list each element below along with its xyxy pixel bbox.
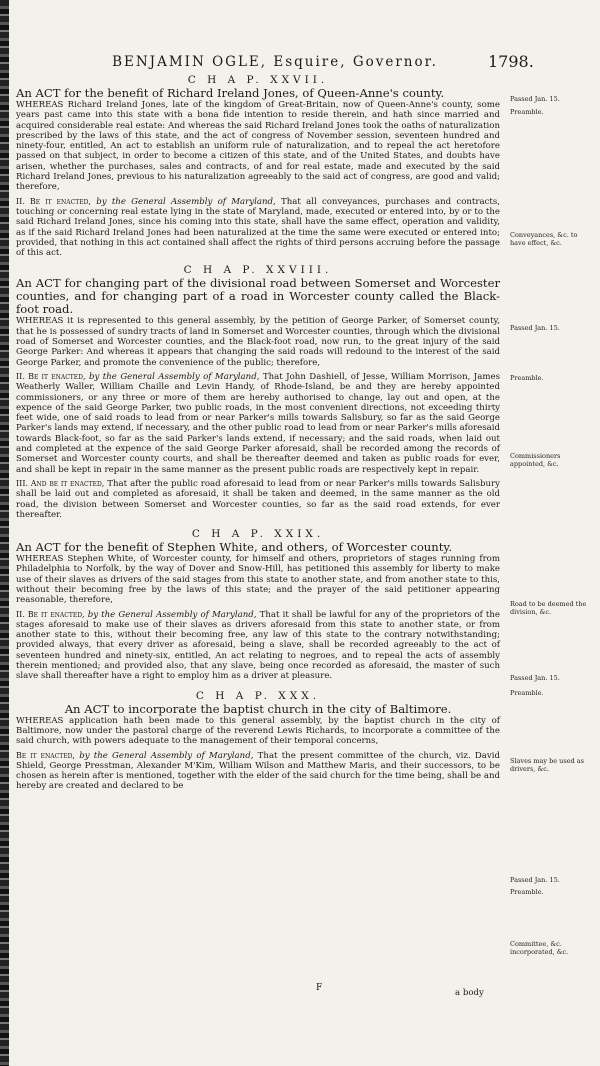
- page-number: 1798.: [488, 52, 534, 71]
- enacting-authority: by the General Assembly of Maryland,: [89, 371, 260, 382]
- section-lead: Be it enacted,: [16, 750, 75, 760]
- signature-mark: F: [316, 983, 323, 993]
- chapter-heading: C H A P. XXVII.: [187, 74, 329, 86]
- margin-note-passed: Passed Jan. 15.: [510, 674, 560, 682]
- section-lead: II. Be it enacted,: [16, 196, 91, 206]
- section-lead: II. Be it enacted,: [16, 609, 85, 619]
- enacting-authority: by the General Assembly of Maryland,: [79, 750, 254, 761]
- catchword: a body: [455, 988, 484, 998]
- section-text: That John Dashiell, of Jesse, William Morrison, James Weatherly Waller, William Chaille and Levin Handy, of Rhode-Island, be and they are hereby appointed commissioners, or any three or more of them are hereby authorised to change, lay out and open, at the expence of the said George Parker, two public roads, in the most convenient directions, not exceeding thirty feet wide, one of said roads to lead from or near Parker's mills towards Salisbury, so far as the said George Parker's lands may extend, if necessary, and the other public road to lead from or near Parker's mills aforesaid towards Black-foot, so far as the said Parker's lands extend, if necessary; and the said roads, when laid out and completed at the expence of the said George Parker aforesaid, shall be recorded among the records of Somerset and Worcester county courts, and shall be thereafter deemed and taken as public roads for ever, and shall be kept in repair in the same manner as the present public roads are respectively kept in repair.: [16, 371, 501, 475]
- section-3: [16, 479, 500, 520]
- act-title: An ACT to incorporate the baptist church in the city of Baltimore.: [64, 701, 452, 716]
- preamble: WHEREAS Stephen White, of Worcester county, for himself and others, proprietors of stages running from Philadelphia to Norfolk, by the way of Dover and Snow-Hill, has petitioned this assembly for liberty to make use of their slaves as drivers of the said stages from this state to another state, and from another state to this, without their becoming free by the laws of this state; and the prayer of the said petitioner appearing reasonable, therefore,: [16, 554, 500, 606]
- section-lead: II. Be it enacted,: [16, 371, 86, 381]
- preamble: WHEREAS application hath been made to this general assembly, by the baptist church in the city of Baltimore, now under the pastoral charge of the reverend Lewis Richards, to incorporate a committee of the said church, with powers adequate to the management of their temporal concerns,: [16, 715, 500, 747]
- margin-note-passed: Passed Jan. 15.: [510, 876, 560, 884]
- section-2: [16, 372, 500, 475]
- act-title: An ACT for changing part of the divisional road between Somerset and Worcester counties, and for changing part of a road in Worcester county called the Black-foot road.: [16, 276, 500, 317]
- margin-note-side: Road to be deemed the division, &c.: [510, 600, 587, 616]
- margin-note-passed: Passed Jan. 15.: [510, 324, 560, 332]
- margin-note-preamble: Preamble.: [510, 108, 544, 116]
- section-2: [16, 197, 500, 259]
- chapter-heading: C H A P. XXX.: [195, 689, 321, 702]
- enacting-authority: by the General Assembly of Maryland,: [96, 196, 276, 207]
- section-text: That the present committee of the church, viz. David Shield, George Presstman, Alexander M'Kim, William Wilson and Matthew Maris, and their successors, to be chosen as herein after is mentioned, together with the elder of the said church for the time being, shall be and hereby are created and declared to be: [16, 750, 501, 792]
- margin-note-side: Committee, &c. incorporated, &c.: [510, 940, 569, 956]
- running-head: BENJAMIN OGLE, Esquire, Governor.: [112, 54, 438, 70]
- margin-note-preamble: Preamble.: [510, 888, 544, 896]
- preamble: WHEREAS Richard Ireland Jones, late of the kingdom of Great-Britain, now of Queen-Anne's county, some years past came into this state with a bona fide intention to reside therein, and hath since married and acquired considerable real estate: And whereas the said Richard Ireland Jones took the oaths of naturalization prescribed by the laws of this state, and the act of congress of November session, seventeen hundred and ninety-four, entitled, An act to establish an uniform rule of naturalization, and to repeal the act heretofore passed on that subject, in order to become a citizen of this state, and of the United States, and doubts have arisen, whether the purchases, sales and contracts, of and for real estate, made and executed by the said Richard Ireland Jones, previous to his naturalization agreeably to the said act of congress, are good and valid; therefore,: [16, 100, 500, 193]
- page-header: [0, 54, 600, 74]
- page-body: [16, 74, 500, 792]
- preamble: WHEREAS it is represented to this general assembly, by the petition of George Parker, of Somerset county, that he is possessed of sundry tracts of land in Somerset and Worcester counties, through which the divisional road of Somerset and Worcester counties, and the Black-foot road, now run, to the great injury of the said George Parker: And whereas it appears that changing the said roads will redound to the interest of the said George Parker, and promote the convenience of the public; therefore,: [16, 316, 500, 368]
- margin-note-preamble: Preamble.: [510, 689, 544, 697]
- section-text: That after the public road aforesaid to lead from or near Parker's mills towards Salisbury shall be laid out and completed as aforesaid, it shall be taken and deemed, in the same manner as the old road, the division between Somerset and Worcester counties, so far as the said road extends, for ever thereafter.: [16, 478, 501, 520]
- margin-note-side: Slaves may be used as drivers, &c.: [510, 757, 584, 773]
- binding-edge: [0, 0, 9, 1066]
- act-title: An ACT for the benefit of Stephen White, and others, of Worcester county.: [16, 540, 453, 555]
- act-title: An ACT for the benefit of Richard Ireland Jones, of Queen-Anne's county.: [16, 86, 445, 100]
- section-text: That it shall be lawful for any of the proprietors of the stages aforesaid to make use of their slaves as drivers aforesaid from this state to another state, or from another state to this, without their becoming free, any law of this state to the contrary notwithstanding; provided always, that every driver as aforesaid, being a slave, shall be recorded agreeably to the act of seventeen hundred and ninety-six, entitled, An act relating to negroes, and to repeal the acts of assembly therein mentioned; and provided also, that any slave, being once recorded as aforesaid, the master of such slave shall thereafter have a right to employ him as a driver at pleasure.: [16, 609, 501, 682]
- margin-note-side: Conveyances, &c. to have effect, &c.: [510, 231, 578, 247]
- margin-note-side: Commissioners appointed, &c.: [510, 452, 561, 468]
- chapter-heading: C H A P. XXVIII.: [183, 264, 333, 277]
- section-lead: III. And be it enacted,: [16, 478, 105, 488]
- chapter-heading: C H A P. XXIX.: [191, 528, 325, 541]
- margin-note-passed: Passed Jan. 15.: [510, 95, 560, 103]
- section-2: [16, 610, 500, 682]
- section-text: That all conveyances, purchases and contracts, touching or concerning real estate lying in the state of Maryland, made, executed or entered into, by or to the said Richard Ireland Jones, since his coming into this state, shall have the same effect, operation and validity, as if the said Richard Ireland Jones had been naturalized at the time the same were executed or entered into; provided, that nothing in this act contained shall affect the rights of third persons accruing before the passage of this act.: [16, 196, 501, 259]
- section-2: [16, 751, 500, 792]
- enacting-authority: by the General Assembly of Maryland,: [87, 609, 257, 620]
- margin-note-preamble: Preamble.: [510, 374, 544, 382]
